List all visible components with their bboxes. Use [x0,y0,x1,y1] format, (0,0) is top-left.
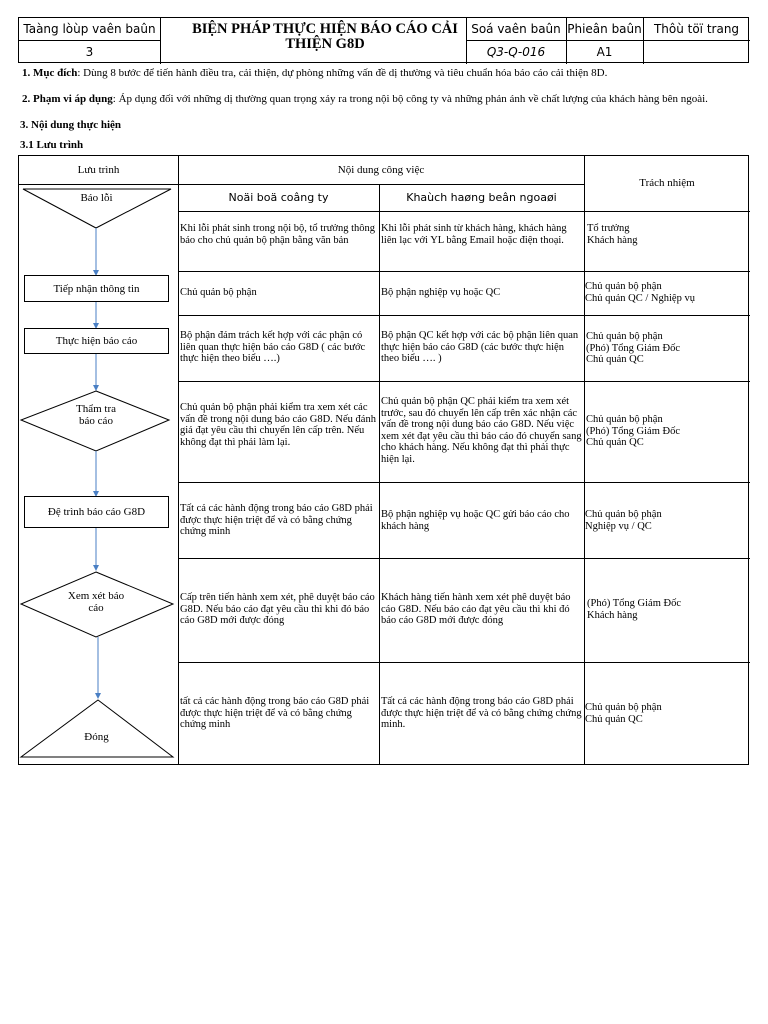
purpose-paragraph [22,67,607,79]
row1-internal: Khi lỗi phát sinh trong nội bộ, tổ trưởng thông báo cho chủ quản bộ phận bằng văn bản [180,223,375,246]
row3-responsibility: Chủ quản bộ phận (Phó) Tổng Giám Đốc Chủ quản QC [586,331,681,365]
layer-label: Taàng lòùp vaên baûn [23,22,156,36]
row2-internal: Chủ quản bộ phận [180,287,257,298]
flow-step-submit-report: Đệ trình báo cáo G8D [24,496,169,528]
purpose-label: 1. Mục đích [22,67,78,79]
row7-responsibility: Chủ quản bộ phận Chủ quản QC [585,702,662,725]
row5-internal: Tất cả các hành động trong báo cáo G8D phải được thực hiện triệt để và có bằng chứng chứng minh [180,503,373,537]
doc-number-label: Soá vaên baûn [471,22,561,36]
flow-step-report-error: Báo lỗi [80,192,113,204]
row5-responsibility: Chủ quản bộ phận Nghiệp vụ / QC [585,509,662,532]
row6-responsibility: (Phó) Tổng Giám Đốc Khách hàng [587,598,682,621]
row3-internal: Bộ phận đảm trách kết hợp với các phận có liên quan thực hiện báo cáo G8D ( các bước thực hiện theo biểu ….) [180,330,366,364]
flowchart-graphic [19,156,179,764]
external-column-header: Khaùch haøng beân ngoaøi [406,191,557,204]
flow-step-make-report: Thực hiện báo cáo [24,328,169,354]
layer-value: 3 [85,45,94,59]
scope-text: : Áp dụng đối với những dị thường quan trọng xảy ra trong nội bộ công ty và những phản ánh về chất lượng của khách hàng bên ngoài. [112,93,708,105]
row2-external: Bộ phận nghiệp vụ hoặc QC [381,287,501,298]
flow-column-header: Lưu trình [77,164,120,176]
row7-external: Tất cả các hành động trong báo cáo G8D phải được thực hiện triệt để và có bằng chứng chứng minh. [381,696,582,730]
header-table [18,17,749,63]
process-table [18,155,749,765]
flow-step-close: Đóng [84,731,109,743]
row6-internal: Cấp trên tiến hành xem xét, phê duyệt báo cáo G8D. Nếu báo cáo đạt yêu cầu thì khi đó báo cáo G8D mới được đóng [180,592,375,626]
purpose-text: : Dùng 8 bước để tiến hành điều tra, cải thiện, dự phòng những vấn đề dị thường và tiêu chuẩn hóa báo cáo cải thiện 8D. [77,67,608,79]
doc-number-value: Q3-Q-016 [486,45,546,59]
row4-external: Chủ quản bộ phận QC phải kiểm tra xem xét trước, sau đó chuyển lên cấp trên xác nhận các vấn đề trong nội dung báo cáo G8D. Nếu việc xem xét đạt yêu cầu thì báo cáo đó chuyển sang cho khách hàng. Nếu không đạt thì phải thực hiện lại. [381,396,582,465]
document-title: BIỆN PHÁP THỰC HIỆN BÁO CÁO CẢI THIỆN G8D [192,21,458,52]
flow-step-receive-info: Tiếp nhận thông tin [24,275,169,302]
row6-external: Khách hàng tiến hành xem xét phê duyệt báo cáo G8D. Nếu báo cáo đạt yêu cầu thì khi đó báo cáo G8D mới được đóng [381,592,571,626]
row5-external: Bộ phận nghiệp vụ hoặc QC gửi báo cáo cho khách hàng [381,509,570,532]
scope-label: 2. Phạm vi áp dụng [22,93,113,105]
page-order-label: Thôù töï trang [653,22,740,36]
row3-external: Bộ phận QC kết hợp với các bộ phận liên quan thực hiện báo cáo G8D (các bước thực hiện theo biểu …. ) [381,330,579,364]
close-triangle [21,700,173,757]
content-column-header: Nội dung công việc [337,164,425,176]
version-label: Phieân baûn [567,22,642,36]
row1-external: Khi lỗi phát sinh từ khách hàng, khách hàng liên lạc với YL bằng Email hoặc điện thoại. [381,223,567,246]
row2-responsibility: Chủ quản bộ phận Chủ quản QC / Nghiệp vụ [585,281,695,304]
row4-internal: Chủ quản bộ phận phải kiểm tra xem xét các vấn đề trong nội dung báo cáo G8D. Nếu đánh giá đạt yêu cầu thì chuyển lên cấp trên. Nếu không đạt thì phải làm lại. [180,402,376,448]
row1-responsibility: Tổ trưởng Khách hàng [587,223,638,246]
flow-heading: 3.1 Lưu trình [20,139,84,151]
flow-step-approve-report: Xem xét báo cáo [67,590,125,614]
scope-paragraph [22,93,708,105]
row4-responsibility: Chủ quản bộ phận (Phó) Tổng Giám Đốc Chủ quản QC [586,414,681,448]
content-heading: 3. Nội dung thực hiện [20,119,122,131]
responsibility-column-header: Trách nhiệm [639,177,695,189]
flow-step-review-report: Thẩm tra báo cáo [75,403,116,427]
row7-internal: tất cả các hành động trong báo cáo G8D phải được thực hiện triệt để và có bằng chứng chứng minh [180,696,370,730]
version-value: A1 [596,45,613,59]
internal-column-header: Noäi boä coâng ty [228,191,329,204]
